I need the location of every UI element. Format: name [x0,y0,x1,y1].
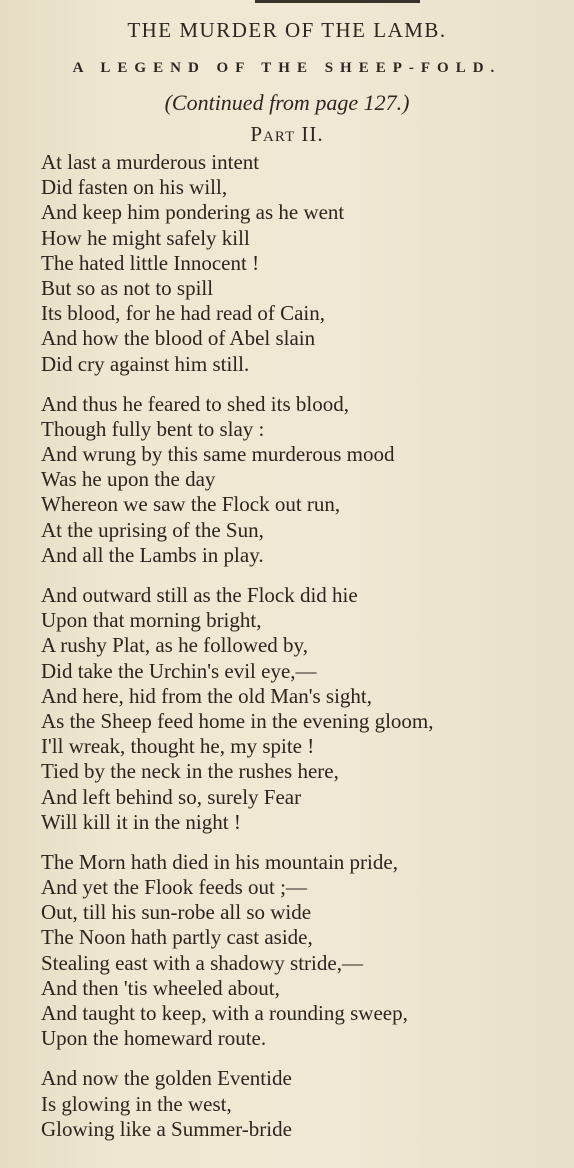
poem-line: At last a murderous intent [41,150,260,174]
poem-line: The Noon hath partly cast aside, [41,925,313,950]
stanza [41,1066,571,1142]
poem-line: Though fully bent to slay : [41,416,265,441]
poem-line: Out, till his sun-robe all so wide [41,900,312,925]
stanza [41,392,571,568]
poem-line: And left behind so, surely Fear [41,784,302,809]
poem-line: And wrung by this same murderous mood [41,442,395,467]
poem-line: And then 'tis wheeled about, [41,975,280,1000]
poem-line: Upon the homeward route. [41,1026,267,1051]
stanza [41,583,571,835]
poem-line: Will kill it in the night ! [41,809,241,834]
poem-line: Was he upon the day [41,467,216,492]
poem-line: And now the golden Eventide [41,1066,292,1091]
poem-line: Glowing like a Summer-bride [41,1116,292,1141]
poem-line: And taught to keep, with a rounding sweep, [41,1001,408,1025]
poem-line: And keep him pondering as he went [41,200,345,225]
poem-title: THE MURDER OF THE LAMB. [127,18,447,42]
poem-line: And how the blood of Abel slain [41,326,316,351]
poem-line: Whereon we saw the Flock out run, [41,492,341,517]
poem-line: The hated little Innocent ! [41,250,260,275]
poem-subtitle: A LEGEND OF THE SHEEP-FOLD. [72,60,502,76]
continuation-note: (Continued from page 127.) [164,90,410,115]
poem-line: How he might safely kill [41,225,250,250]
poem-line: And yet the Flook feeds out ;— [41,875,307,900]
top-rule [255,0,420,3]
poem-line: A rushy Plat, as he followed by, [41,633,308,658]
part-heading: Part II. [250,122,324,146]
poem-line: Did fasten on his will, [41,175,228,200]
poem-line: Upon that morning bright, [41,608,262,633]
poem-line: And here, hid from the old Man's sight, [41,683,372,708]
poem-line: The Morn hath died in his mountain pride, [41,849,398,874]
poem-line: And all the Lambs in play. [41,542,264,567]
poem-line: Tied by the neck in the rushes here, [41,759,339,784]
poem-line: And thus he feared to shed its blood, [41,391,349,416]
poem-line: Is glowing in the west, [41,1091,232,1116]
poem-line: Did take the Urchin's evil eye,— [41,658,317,683]
poem-line: But so as not to spill [41,275,214,300]
poem-line: Stealing east with a shadowy stride,— [41,950,363,975]
stanza [41,850,571,1052]
poem-line: At the uprising of the Sun, [41,517,264,542]
poem-line: Its blood, for he had read of Cain, [41,301,326,326]
poem-line: And outward still as the Flock did hie [41,583,358,607]
stanza [41,150,571,377]
poem-body [41,150,571,1157]
poem-line: I'll wreak, thought he, my spite ! [41,734,315,759]
poem-line: As the Sheep feed home in the evening gloom, [41,708,434,733]
poem-line: Did cry against him still. [41,351,250,376]
